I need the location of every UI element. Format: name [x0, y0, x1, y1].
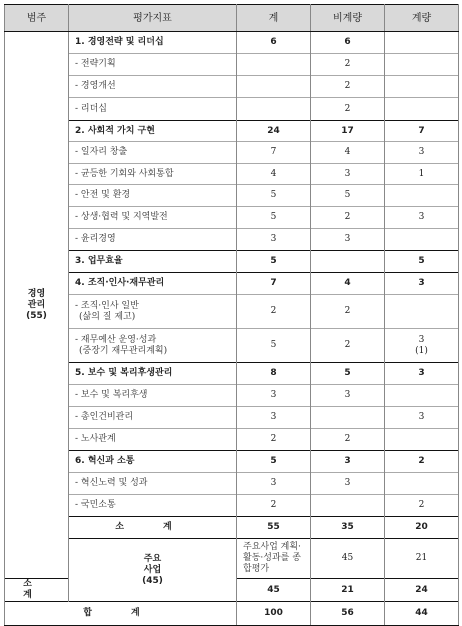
group-row: 경영 관리 (55) 1. 경영전략 및 리더십 6 6 — [5, 32, 459, 54]
header-indicator: 평가지표 — [69, 5, 237, 32]
table-row: - 윤리경영 3 3 — [5, 229, 459, 251]
category-management: 경영 관리 (55) — [5, 32, 69, 579]
table-row: - 리더십 2 — [5, 98, 459, 121]
header-category: 범주 — [5, 5, 69, 32]
header-row — [5, 5, 459, 32]
subtotal-row: 소 계 55 35 20 — [5, 517, 459, 539]
header-total: 계 — [237, 5, 311, 32]
table-row: - 총인건비관리 3 3 — [5, 407, 459, 429]
header-quant: 계량 — [385, 5, 459, 32]
table-row: - 혁신노력 및 성과 3 3 — [5, 473, 459, 495]
table-row: - 노사관계 2 2 — [5, 429, 459, 451]
table-row: - 조직·인사 일반 (삶의 질 제고) 2 2 — [5, 295, 459, 329]
table-row: - 전략기획 2 — [5, 54, 459, 76]
subtotal-row: 소 계 45 21 24 — [5, 579, 459, 602]
main-business-row: 주요 사업 (45) 주요사업 계획·활동·성과를 종 합평가 45 21 — [5, 539, 459, 579]
evaluation-indicator-table — [4, 4, 459, 626]
table-row: - 상생·협력 및 지역발전 5 2 3 — [5, 207, 459, 229]
group-row: 6. 혁신과 소통 5 3 2 — [5, 451, 459, 473]
table-row: - 재무예산 운영·성과 (중장기 재무관리계획) 5 2 3 (1) — [5, 329, 459, 363]
table-row: - 보수 및 복리후생 3 3 — [5, 385, 459, 407]
group-label: 1. 경영전략 및 리더십 — [69, 32, 237, 54]
table-row: - 일자리 창출 7 4 3 — [5, 142, 459, 164]
table-row: - 국민소통 2 2 — [5, 495, 459, 517]
table-row: - 균등한 기회와 사회통합 4 3 1 — [5, 164, 459, 185]
grand-total-row: 합 계 100 56 44 — [5, 602, 459, 626]
group-row: 4. 조직·인사·재무관리 7 4 3 — [5, 273, 459, 295]
header-non-quant: 비계량 — [311, 5, 385, 32]
category-main-business: 주요 사업 (45) — [69, 539, 237, 602]
group-row: 3. 업무효율 5 5 — [5, 251, 459, 273]
table-row: - 경영개선 2 — [5, 76, 459, 98]
group-row: 5. 보수 및 복리후생관리 8 5 3 — [5, 363, 459, 385]
table-row: - 안전 및 환경 5 5 — [5, 185, 459, 207]
group-row: 2. 사회적 가치 구현 24 17 7 — [5, 121, 459, 142]
